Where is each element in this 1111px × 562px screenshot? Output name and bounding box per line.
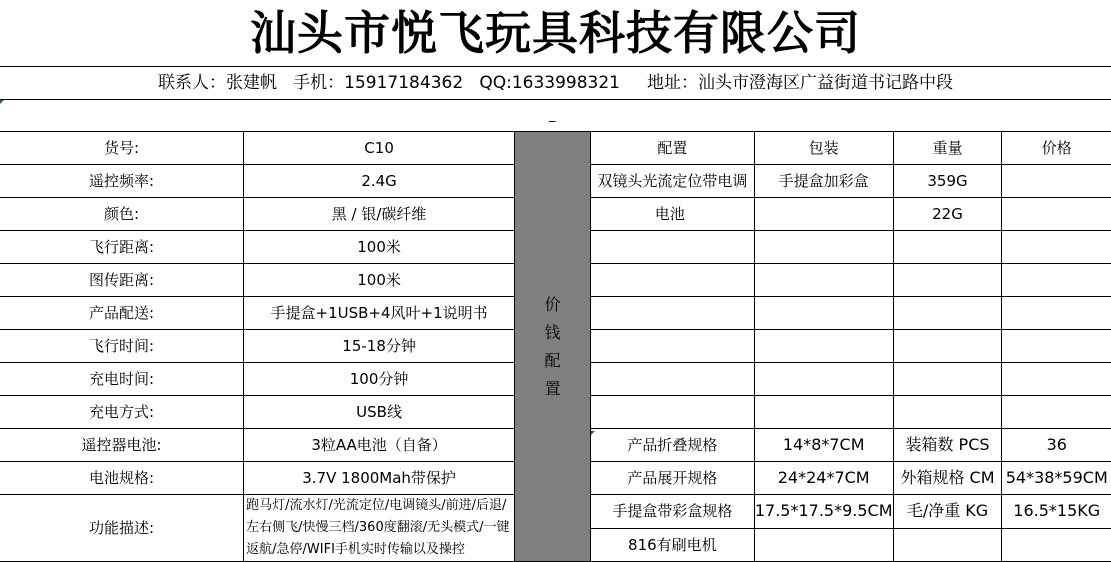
motor-cell: 816有刷电机 — [590, 528, 754, 562]
spec-value: 3粒AA电池（自备） — [244, 429, 515, 462]
pack-cell: 手提盒加彩盒 — [754, 165, 893, 198]
spec-table — [0, 131, 1111, 562]
empty-cell — [754, 396, 893, 429]
packing-label: 外箱规格 CM — [893, 462, 1002, 495]
weight-cell: 22G — [893, 198, 1002, 231]
spec-label: 飞行距离: — [0, 231, 244, 264]
packing-label: 手提盒带彩盒规格 — [590, 495, 754, 529]
empty-cell — [1002, 297, 1111, 330]
empty-cell — [1002, 264, 1111, 297]
price-config-char: 钱 — [544, 322, 561, 342]
spec-label: 遥控器电池: — [0, 429, 244, 462]
spec-value: 100分钟 — [244, 363, 515, 396]
packing-value: 16.5*15KG — [1002, 495, 1111, 529]
empty-cell — [754, 264, 893, 297]
empty-cell — [1002, 396, 1111, 429]
empty-cell — [893, 363, 1002, 396]
empty-cell — [590, 297, 754, 330]
config-cell: 电池 — [590, 198, 754, 231]
empty-cell — [1002, 330, 1111, 363]
empty-cell — [893, 396, 1002, 429]
spec-label: 充电时间: — [0, 363, 244, 396]
empty-cell — [754, 297, 893, 330]
spec-label: 货号: — [0, 132, 244, 165]
packing-value: 14*8*7CM — [754, 429, 893, 462]
packing-value: 24*24*7CM — [754, 462, 893, 495]
packing-value: 17.5*17.5*9.5CM — [754, 495, 893, 529]
price-cell — [1002, 165, 1111, 198]
spec-value: 15-18分钟 — [244, 330, 515, 363]
empty-cell — [893, 528, 1002, 562]
empty-cell — [590, 396, 754, 429]
empty-cell — [893, 231, 1002, 264]
config-header: 配置 — [590, 132, 754, 165]
spec-label: 充电方式: — [0, 396, 244, 429]
spec-value: 100米 — [244, 231, 515, 264]
spec-value: 跑马灯/流水灯/光流定位/电调镜头/前进/后退/左右侧飞/快慢三档/360度翻滚/无头模式/一键返航/急停/WIFI手机实时传输以及操控 — [244, 495, 515, 562]
weight-header: 重量 — [893, 132, 1002, 165]
empty-cell — [754, 231, 893, 264]
price-config-label — [515, 132, 591, 562]
empty-cell — [893, 297, 1002, 330]
price-header: 价格 — [1002, 132, 1111, 165]
empty-cell — [754, 330, 893, 363]
spec-value: 100米 — [244, 264, 515, 297]
packing-label: 产品展开规格 — [590, 462, 754, 495]
empty-cell — [590, 231, 754, 264]
empty-cell — [590, 264, 754, 297]
weight-cell: 359G — [893, 165, 1002, 198]
price-config-char: 配 — [544, 350, 561, 370]
packing-label: 产品折叠规格 — [590, 429, 754, 462]
packing-label: 装箱数 PCS — [893, 429, 1002, 462]
spec-label: 颜色: — [0, 198, 244, 231]
price-config-char: 价 — [544, 294, 561, 314]
pack-cell — [754, 198, 893, 231]
price-cell — [1002, 198, 1111, 231]
contact-line: 联系人：张建帆 手机：15917184362 QQ:1633998321 地址：汕头市澄海区广益街道书记路中段 — [157, 73, 954, 93]
packing-label: 毛/净重 KG — [893, 495, 1002, 529]
empty-cell — [590, 363, 754, 396]
spec-label: 遥控频率: — [0, 165, 244, 198]
empty-cell — [754, 528, 893, 562]
empty-cell — [1002, 231, 1111, 264]
empty-cell — [1002, 528, 1111, 562]
table-row — [0, 132, 1111, 165]
spec-value: 3.7V 1800Mah带保护 — [244, 462, 515, 495]
cell-marker-icon — [0, 100, 4, 104]
empty-cell — [1002, 363, 1111, 396]
spec-label: 电池规格: — [0, 462, 244, 495]
cell-marker-icon — [591, 431, 595, 435]
dash-mark: _ — [549, 108, 556, 123]
price-config-char: 置 — [544, 378, 561, 398]
spec-label: 图传距离: — [0, 264, 244, 297]
spec-value: 黑 / 银/碳纤维 — [244, 198, 515, 231]
spec-label: 产品配送: — [0, 297, 244, 330]
spec-label: 飞行时间: — [0, 330, 244, 363]
packing-value: 36 — [1002, 429, 1111, 462]
spec-value: 2.4G — [244, 165, 515, 198]
spec-value: C10 — [244, 132, 515, 165]
company-title: 汕头市悦飞玩具科技有限公司 — [250, 6, 861, 60]
config-cell: 双镜头光流定位带电调 — [590, 165, 754, 198]
packing-value: 54*38*59CM — [1002, 462, 1111, 495]
spec-value: 手提盒+1USB+4风叶+1说明书 — [244, 297, 515, 330]
empty-cell — [893, 330, 1002, 363]
empty-cell — [754, 363, 893, 396]
spec-value: USB线 — [244, 396, 515, 429]
empty-cell — [590, 330, 754, 363]
empty-cell — [893, 264, 1002, 297]
divider — [0, 99, 1111, 100]
pack-header: 包装 — [754, 132, 893, 165]
spec-label: 功能描述: — [0, 495, 244, 562]
